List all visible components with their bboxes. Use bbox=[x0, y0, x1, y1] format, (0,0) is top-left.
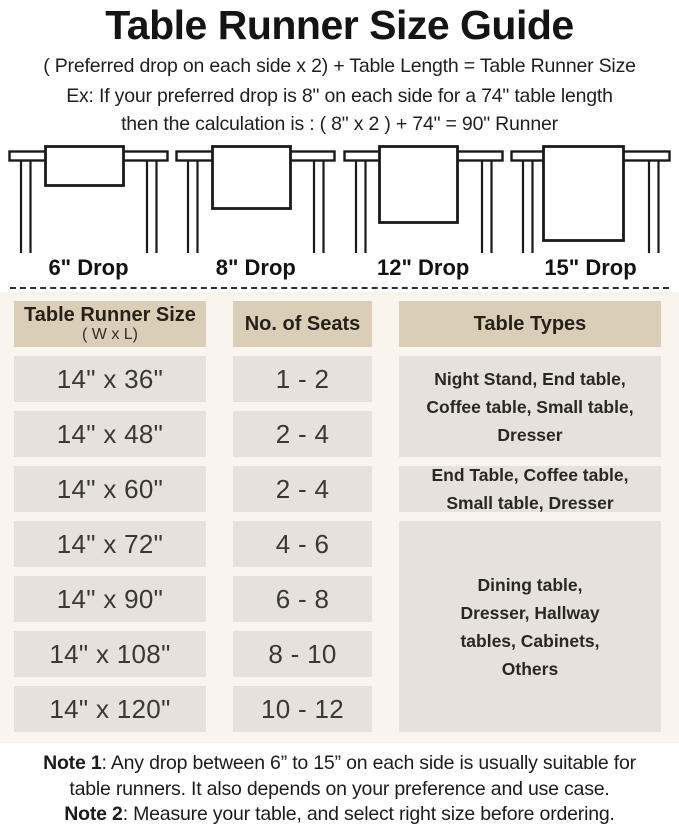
table-row-seats: 2 - 4 bbox=[233, 466, 372, 512]
table-row-seats: 10 - 12 bbox=[233, 686, 372, 732]
table-drawing-8-drop bbox=[173, 145, 338, 253]
note-2-label: Note 2 bbox=[64, 803, 123, 826]
header-cell-table-types bbox=[399, 301, 661, 347]
drop-label-6: 6" Drop bbox=[48, 255, 129, 280]
header-cell-runner-size bbox=[14, 301, 206, 347]
table-types-cell-large: Dining table, Dresser, Hallway tables, Cabinets, Others bbox=[399, 521, 661, 732]
table-row-seats: 6 - 8 bbox=[233, 576, 372, 622]
drop-illustrations bbox=[0, 141, 679, 253]
header bbox=[0, 2, 679, 136]
table-drawing-6-drop-svg bbox=[6, 145, 171, 253]
drop-label-12: 12" Drop bbox=[376, 255, 470, 280]
note-1-label: Note 1 bbox=[43, 752, 102, 774]
example-line-2: then the calculation is : ( 8" x 2 ) + 74" = 90" Runner bbox=[121, 113, 558, 135]
size-guide-table-section bbox=[0, 292, 679, 743]
table-drawing-15-drop bbox=[508, 145, 673, 253]
note-2-line: Note 2: Measure your table, and select right size before ordering. bbox=[64, 803, 615, 826]
table-row-size: 14" x 90" bbox=[14, 576, 206, 622]
table-row-seats: 1 - 2 bbox=[233, 356, 372, 402]
runner-shape bbox=[213, 147, 291, 209]
table-drawing-8-drop-svg bbox=[173, 145, 338, 253]
table-row-size: 14" x 72" bbox=[14, 521, 206, 567]
table-row-seats: 2 - 4 bbox=[233, 411, 372, 457]
table-row-size: 14" x 120" bbox=[14, 686, 206, 732]
drop-label-8: 8" Drop bbox=[215, 255, 296, 280]
table-drawing-6-drop bbox=[6, 145, 171, 253]
note-1-line-2: table runners. It also depends on your preference and use case. bbox=[69, 777, 610, 800]
table-row-seats: 4 - 6 bbox=[233, 521, 372, 567]
table-row-seats: 8 - 10 bbox=[233, 631, 372, 677]
header-cell-seats bbox=[233, 301, 372, 347]
note-1-line-1: Note 1: Any drop between 6” to 15” on each side is usually suitable for bbox=[43, 752, 636, 774]
table-row-size: 14" x 48" bbox=[14, 411, 206, 457]
table-types-cell-small: Night Stand, End table, Coffee table, Small table, Dresser bbox=[399, 356, 661, 457]
runner-shape bbox=[543, 147, 623, 241]
table-drawing-12-drop-svg bbox=[341, 145, 506, 253]
table-row-size: 14" x 36" bbox=[14, 356, 206, 402]
page-title: Table Runner Size Guide bbox=[105, 2, 574, 48]
dashed-divider bbox=[10, 287, 669, 289]
formula-text: ( Preferred drop on each side x 2) + Table Length = Table Runner Size bbox=[43, 55, 636, 77]
drop-labels-row bbox=[0, 253, 679, 281]
size-guide-table bbox=[14, 301, 661, 732]
table-types-cell-medium: End Table, Coffee table, Small table, Dresser bbox=[399, 466, 661, 512]
table-drawing-12-drop bbox=[341, 145, 506, 253]
table-row-size: 14" x 108" bbox=[14, 631, 206, 677]
header-runner-size-label: Table Runner Size bbox=[24, 303, 196, 326]
table-drawing-15-drop-svg bbox=[508, 145, 673, 253]
header-table-types-label: Table Types bbox=[473, 313, 587, 335]
runner-shape bbox=[379, 147, 457, 223]
header-runner-size-sublabel: ( W x L) bbox=[82, 325, 138, 343]
header-seats-label: No. of Seats bbox=[244, 313, 361, 335]
table-row-size: 14" x 60" bbox=[14, 466, 206, 512]
runner-shape bbox=[46, 147, 124, 186]
notes bbox=[0, 751, 679, 828]
drop-label-15: 15" Drop bbox=[544, 255, 637, 280]
example-line-1: Ex: If your preferred drop is 8" on each side for a 74" table length bbox=[66, 85, 613, 107]
